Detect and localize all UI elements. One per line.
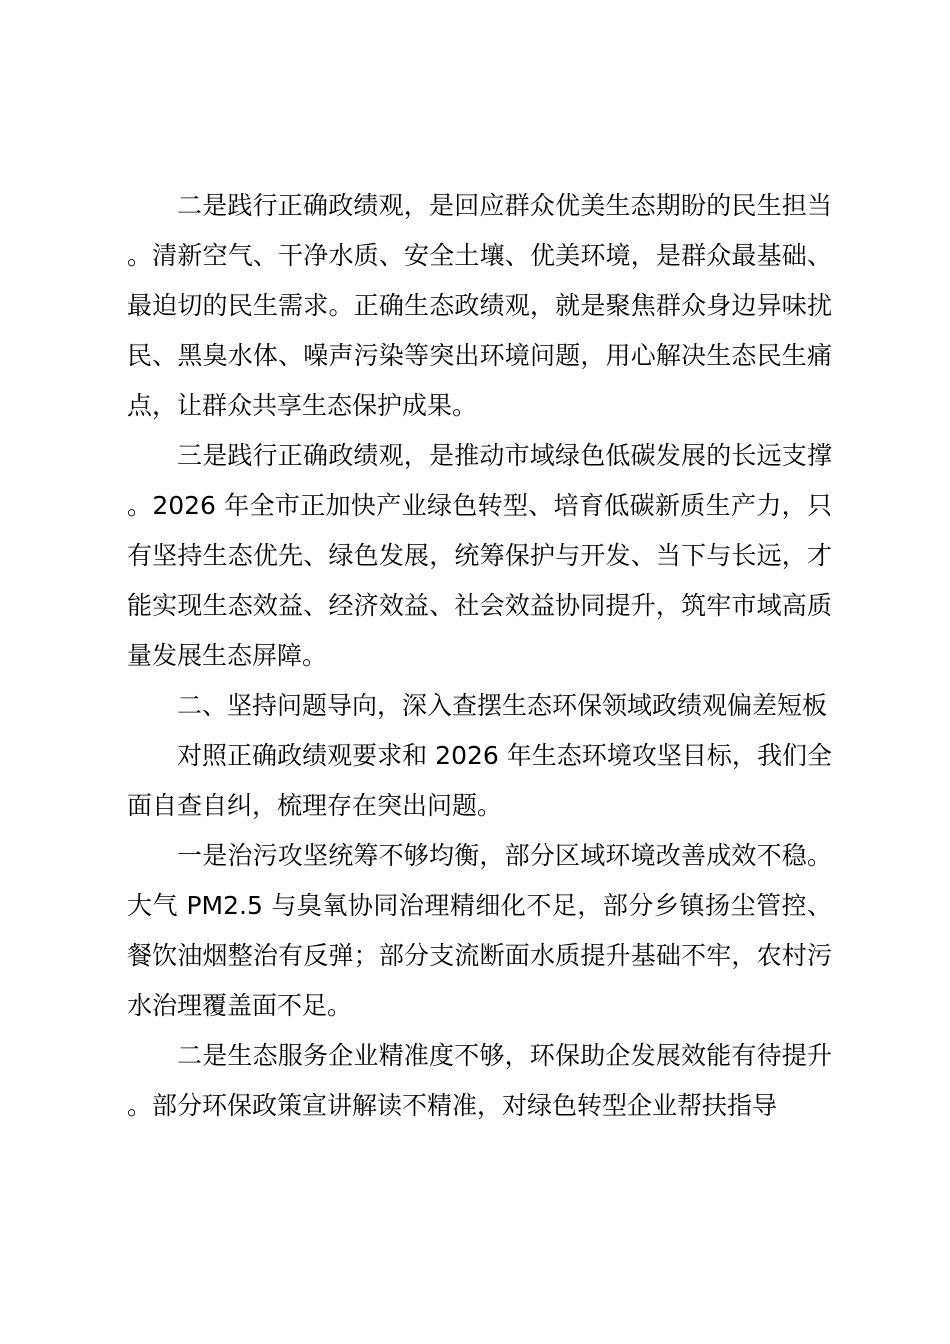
paragraph-pollution-control: 一是治污攻坚统筹不够均衡，部分区域环境改善成效不稳。大气 PM2.5 与臭氧协同治理精细化不足，部分乡镇扬尘管控、餐饮油烟整治有反弹；部分支流断面水质提升基础不牢，农村污水治理覆盖面不足。	[127, 841, 832, 1020]
paragraph-green-development: 三是践行正确政绩观，是推动市域绿色低碳发展的长远支撑。2026 年全市正加快产业绿色转型、培育低碳新质生产力，只有坚持生态优先、绿色发展，统筹保护与开发、当下与长远，才能实现生态效益、经济效益、社会效益协同提升，筑牢市域高质量发展生态屏障。	[127, 441, 832, 670]
paragraph-people-livelihood: 二是践行正确政绩观，是回应群众优美生态期盼的民生担当。清新空气、干净水质、安全土壤、优美环境，是群众最基础、最迫切的民生需求。正确生态政绩观，就是聚焦群众身边异味扰民、黑臭水体、噪声污染等突出环境问题，用心解决生态民生痛点，让群众共享生态保护成果。	[127, 191, 832, 420]
paragraph-enterprise-service: 二是生态服务企业精准度不够，环保助企发展效能有待提升。部分环保政策宣讲解读不精准，对绿色转型企业帮扶指导	[127, 1041, 832, 1120]
paragraph-self-inspection: 对照正确政绩观要求和 2026 年生态环境攻坚目标，我们全面自查自纠，梳理存在突出问题。	[127, 741, 832, 820]
document-page	[127, 181, 832, 1131]
section-heading-problems: 二、坚持问题导向，深入查摆生态环保领域政绩观偏差短板	[177, 691, 828, 720]
